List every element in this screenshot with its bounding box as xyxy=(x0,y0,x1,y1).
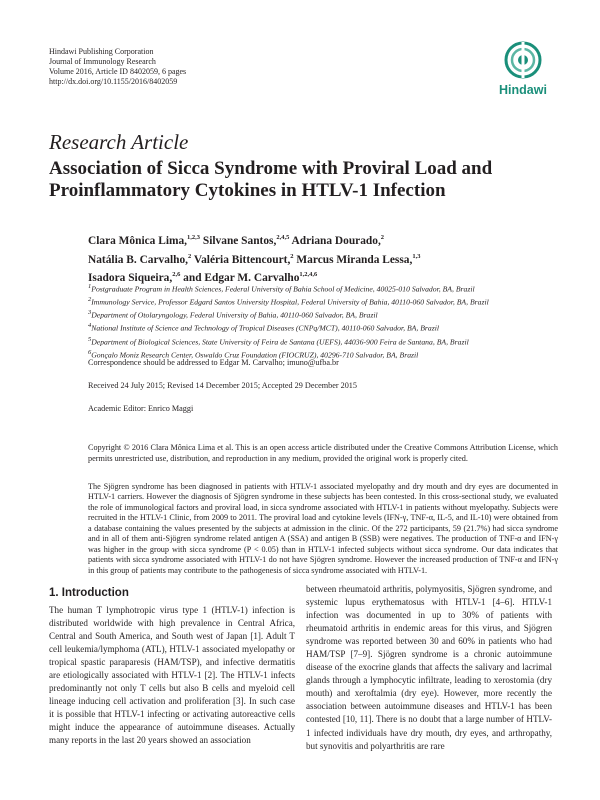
correspondence: Correspondence should be addressed to Edgar M. Carvalho; imuno@ufba.br xyxy=(88,358,339,367)
hindawi-logo xyxy=(492,40,554,97)
affiliation: $^1$Postgraduate Program in Health Sciences, Federal University of Bahia School of Medicine, 40025-010 Salvador, BA, Brazil xyxy=(88,283,475,294)
body-column-right: between rheumatoid arthritis, polymyositis, Sjögren syndrome, and systemic lupus erythematosus with HTLV-1 [4–6]. HTLV-1 infection was documented in up to 30% of patients with rheumatoid arthritis in endemic areas for this virus, and Sjögren syndrome was reported between 30 and 60% in patients who had HAM/TSP [7–9]. Sjögren syndrome is a chronic autoimmune disease of the exocrine glands that affects the salivary and lacrimal glands through a lymphocytic infiltrate, leading to xerostomia (dry mouth) and xeroftalmia (dry eye). However, more recently the association between autoimmune diseases and HTLV-1 has been contested [10, 11]. There is no doubt that a large number of HTLV-1 infected individuals have dry mouth, dry eyes, and arthropathy, but synovitis and polyarthritis are rare xyxy=(306,584,552,751)
affiliation: $^3$Department of Otolaryngology, Federal University of Bahia, 40110-060 Salvador, BA, Brazil xyxy=(88,309,378,320)
author: Isadora Siqueira,$^{2,6}$ xyxy=(88,271,181,285)
publisher: Hindawi Publishing Corporation xyxy=(49,47,154,56)
author-list xyxy=(88,230,548,286)
author: Adriana Dourado,$^2$ xyxy=(291,234,385,247)
article-dates: Received 24 July 2015; Revised 14 December 2015; Accepted 29 December 2015 xyxy=(88,381,357,390)
doi-link[interactable]: http://dx.doi.org/10.1155/2016/8402059 xyxy=(49,77,178,86)
article-title: Association of Sicca Syndrome with Proviral Load and Proinflammatory Cytokines in HTLV-1 Infection xyxy=(49,158,493,201)
author: Valéria Bittencourt,$^2$ xyxy=(193,252,294,266)
author: and Edgar M. Carvalho$^{1,2,4,6}$ xyxy=(183,271,318,285)
author: Marcus Miranda Lessa,$^{1,3}$ xyxy=(296,252,421,266)
author: Clara Mônica Lima,$^{1,2,3}$ xyxy=(88,234,201,247)
journal-header xyxy=(49,47,186,87)
affiliation: $^2$Immunology Service, Professor Edgard Santos University Hospital, Federal University of Bahia, 40110-060 Salvador, BA, Brazil xyxy=(88,296,489,307)
author: Natália B. Carvalho,$^2$ xyxy=(88,252,192,266)
author: Silvane Santos,$^{2,4,5}$ xyxy=(202,234,290,247)
copyright-notice: Copyright © 2016 Clara Mônica Lima et al. This is an open access article distributed under the Creative Commons Attribution License, which permits unrestricted use, distribution, and reproduction in any medium, provided the original work is properly cited. xyxy=(88,443,558,463)
article-type: Research Article xyxy=(49,130,189,154)
section-heading: 1. Introduction xyxy=(49,587,129,599)
affiliation: $^4$National Institute of Science and Technology of Tropical Diseases (CNPq/MCT), 40110-060 Salvador, BA, Brazil xyxy=(88,322,440,334)
volume-info: Volume 2016, Article ID 8402059, 6 pages xyxy=(49,67,187,76)
affiliation: $^6$Gonçalo Moniz Research Center, Oswaldo Cruz Foundation (FIOCRUZ), 40296-710 Salvador, BA, Brazil xyxy=(88,348,419,360)
affiliations xyxy=(88,282,558,361)
abstract: The Sjögren syndrome has been diagnosed in patients with HTLV-1 associated myelopathy and dry mouth and dry eyes are documented in HTLV-1 carriers. However the diagnosis of Sjögren syndrome in these subjects has been contested. In this cross-sectional study, we evaluated the role of immunological factors and proviral load, in sicca syndrome associated with HTLV-1 in patients without myelopathy. Subjects were recruited in the HTLV-1 Clinic, from 2009 to 2011. The proviral load and cytokine levels (IFN-γ, TNF-α, IL-5, and IL-10) were obtained from a database containing the values presented by the subjects at admission in the clinic. Of the 272 participants, 59 (21.7%) had sicca syndrome and in all of them anti-Sjögren syndrome related antigen A (SSA) and antigen B (SSB) were negatives. The production of TNF-α and IFN-γ was higher in the group with sicca syndrome (P < 0.05) than in HTLV-1 infected subjects without sicca syndrome. Our data indicates that patients with sicca syndrome associated with HTLV-1 do not have Sjögren syndrome. However the increased production of TNF-α and IFN-γ in this group of patients may contribute to the pathogenesis of sicca syndrome associated with HTLV-1. xyxy=(88,482,558,575)
affiliation: $^5$Department of Biological Sciences, State University of Feira de Santana (UEFS), 44036-900 Feira de Santana, BA, Brazil xyxy=(88,335,469,347)
body-column-left: The human T lymphotropic virus type 1 (HTLV-1) infection is distributed worldwide with high prevalence in Central Africa, Central and South America, and South west of Japan [1]. Adult T cell leukemia/lymphoma (ATL), HTLV-1 associated myelopathy or tropical spastic paraparesis (HAM/TSP), and infective dermatitis are etiologically associated with HTLV-1 [2]. The HTLV-1 infects predominantly not only T cells but also B cells and myeloid cell lineage inducing cell activation and proliferation [3]. In such case it is possible that HTLV-1 infecting or activating autoreactive cells might induce the appearance of autoimmune diseases. Actually many reports in the last 20 years showed an association xyxy=(49,605,295,746)
hindawi-logo-icon xyxy=(503,40,543,80)
academic-editor: Academic Editor: Enrico Maggi xyxy=(88,404,194,413)
hindawi-logo-text: Hindawi xyxy=(499,83,547,97)
journal-name: Journal of Immunology Research xyxy=(49,57,156,66)
